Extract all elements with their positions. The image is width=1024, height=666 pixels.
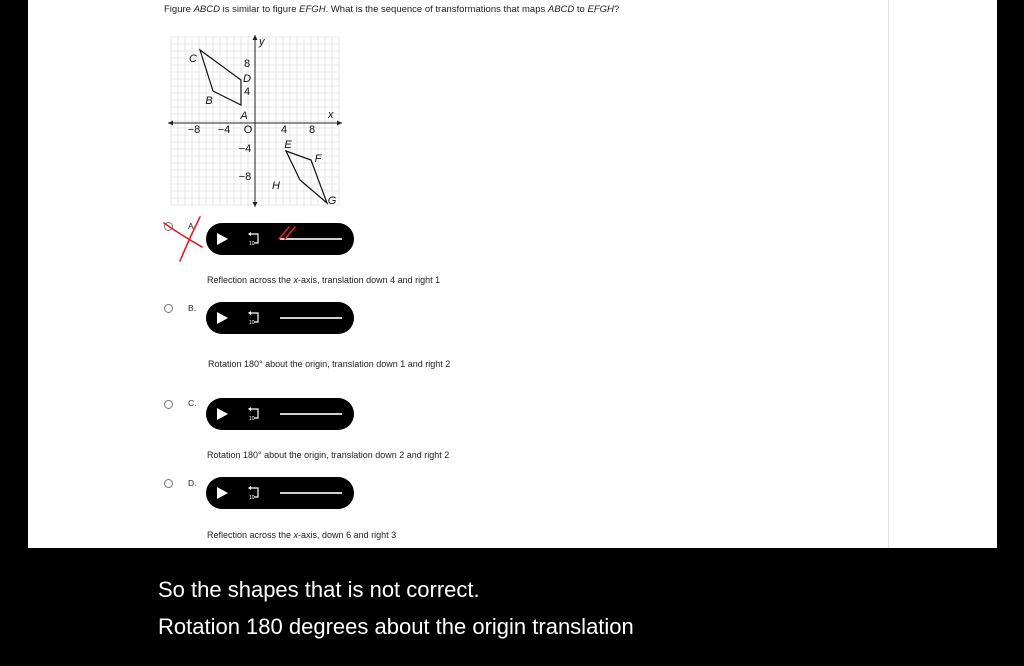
figure-name: EFGH xyxy=(299,4,326,15)
option-c-audio-player xyxy=(206,398,354,430)
vertex-label-c: C xyxy=(189,53,197,65)
option-b-answer xyxy=(208,359,450,369)
rewind-seconds-label: 10 xyxy=(249,495,255,501)
y-axis-up-arrow-icon xyxy=(253,35,258,40)
vertex-label-f: F xyxy=(314,153,322,165)
vertex-label-b: B xyxy=(205,95,213,107)
x-axis-right-arrow-icon xyxy=(337,121,342,126)
option-c-radio[interactable] xyxy=(164,400,173,409)
play-icon[interactable] xyxy=(217,487,228,499)
y-axis-label: y xyxy=(259,36,265,48)
red-cross-mark xyxy=(164,223,202,247)
option-a-answer xyxy=(207,275,440,285)
coordinate-graph xyxy=(166,32,346,212)
y-axis-down-arrow-icon xyxy=(253,202,258,207)
audio-progress-track[interactable] xyxy=(280,413,342,415)
annotation-marks xyxy=(158,213,298,265)
red-cross-mark xyxy=(180,217,200,261)
y-tick-label: −8 xyxy=(238,171,252,183)
caption-line-1: So the shapes that is not correct. xyxy=(158,577,480,602)
x-axis-left-arrow-icon xyxy=(168,121,173,126)
question-part: Figure xyxy=(164,4,194,15)
question-text xyxy=(164,4,619,15)
rewind-seconds-label: 10 xyxy=(249,241,255,247)
y-tick-label: 8 xyxy=(243,58,251,70)
play-icon[interactable] xyxy=(217,312,228,324)
option-b-radio[interactable] xyxy=(164,304,173,313)
answer-variable: x xyxy=(293,530,299,540)
x-tick-label: 8 xyxy=(308,124,316,136)
rewind-seconds-label: 10 xyxy=(249,320,255,326)
vertex-label-d: D xyxy=(243,73,251,85)
vertex-label-h: H xyxy=(272,180,280,192)
question-part: ? xyxy=(613,4,620,15)
y-tick-label: 4 xyxy=(243,86,251,98)
option-d-audio-player xyxy=(206,477,354,509)
answer-text: Reflection across the xyxy=(207,275,294,285)
play-icon[interactable] xyxy=(217,408,228,420)
x-axis-label: x xyxy=(328,109,334,121)
option-c-letter: C. xyxy=(188,398,197,408)
answer-text: Rotation 180° about the origin, translation down 1 and right 2 xyxy=(208,359,451,369)
option-a-letter: A. xyxy=(188,221,197,231)
rewind-10-icon[interactable] xyxy=(246,406,262,422)
vertex-label-g: G xyxy=(327,195,337,207)
option-d-answer xyxy=(207,530,396,540)
figure-name: ABCD xyxy=(193,4,220,15)
answer-text: Reflection across the xyxy=(207,530,294,540)
figure-name: ABCD xyxy=(547,4,575,15)
rewind-10-icon[interactable] xyxy=(246,310,262,326)
answer-text: -axis, translation down 4 and right 1 xyxy=(298,275,441,285)
option-d-letter: D. xyxy=(188,478,197,488)
vertex-label-a: A xyxy=(240,110,248,122)
y-tick-label: −4 xyxy=(238,143,252,155)
option-c-answer xyxy=(207,450,449,460)
option-d-radio[interactable] xyxy=(164,479,173,488)
caption-line-2: Rotation 180 degrees about the origin translation xyxy=(158,614,634,639)
question-part: to xyxy=(574,4,588,15)
audio-progress-track[interactable] xyxy=(280,317,342,319)
page-divider xyxy=(888,0,889,548)
rewind-10-icon[interactable] xyxy=(246,485,262,501)
origin-label: O xyxy=(243,124,253,136)
question-part: is similar to figure xyxy=(219,4,300,15)
answer-variable: x xyxy=(293,275,299,285)
x-tick-label: 4 xyxy=(280,124,288,136)
rewind-seconds-label: 10 xyxy=(249,416,255,422)
answer-text: -axis, down 6 and right 3 xyxy=(298,530,397,540)
audio-progress-track[interactable] xyxy=(280,492,342,494)
x-tick-label: −8 xyxy=(187,124,201,136)
x-tick-label: −4 xyxy=(217,124,231,136)
vertex-label-e: E xyxy=(284,139,292,151)
option-b-audio-player xyxy=(206,302,354,334)
question-part: . What is the sequence of transformations that maps xyxy=(325,4,548,15)
option-b-letter: B. xyxy=(188,303,197,313)
figure-name: EFGH xyxy=(587,4,614,15)
answer-text: Rotation 180° about the origin, translation down 2 and right 2 xyxy=(207,450,450,460)
